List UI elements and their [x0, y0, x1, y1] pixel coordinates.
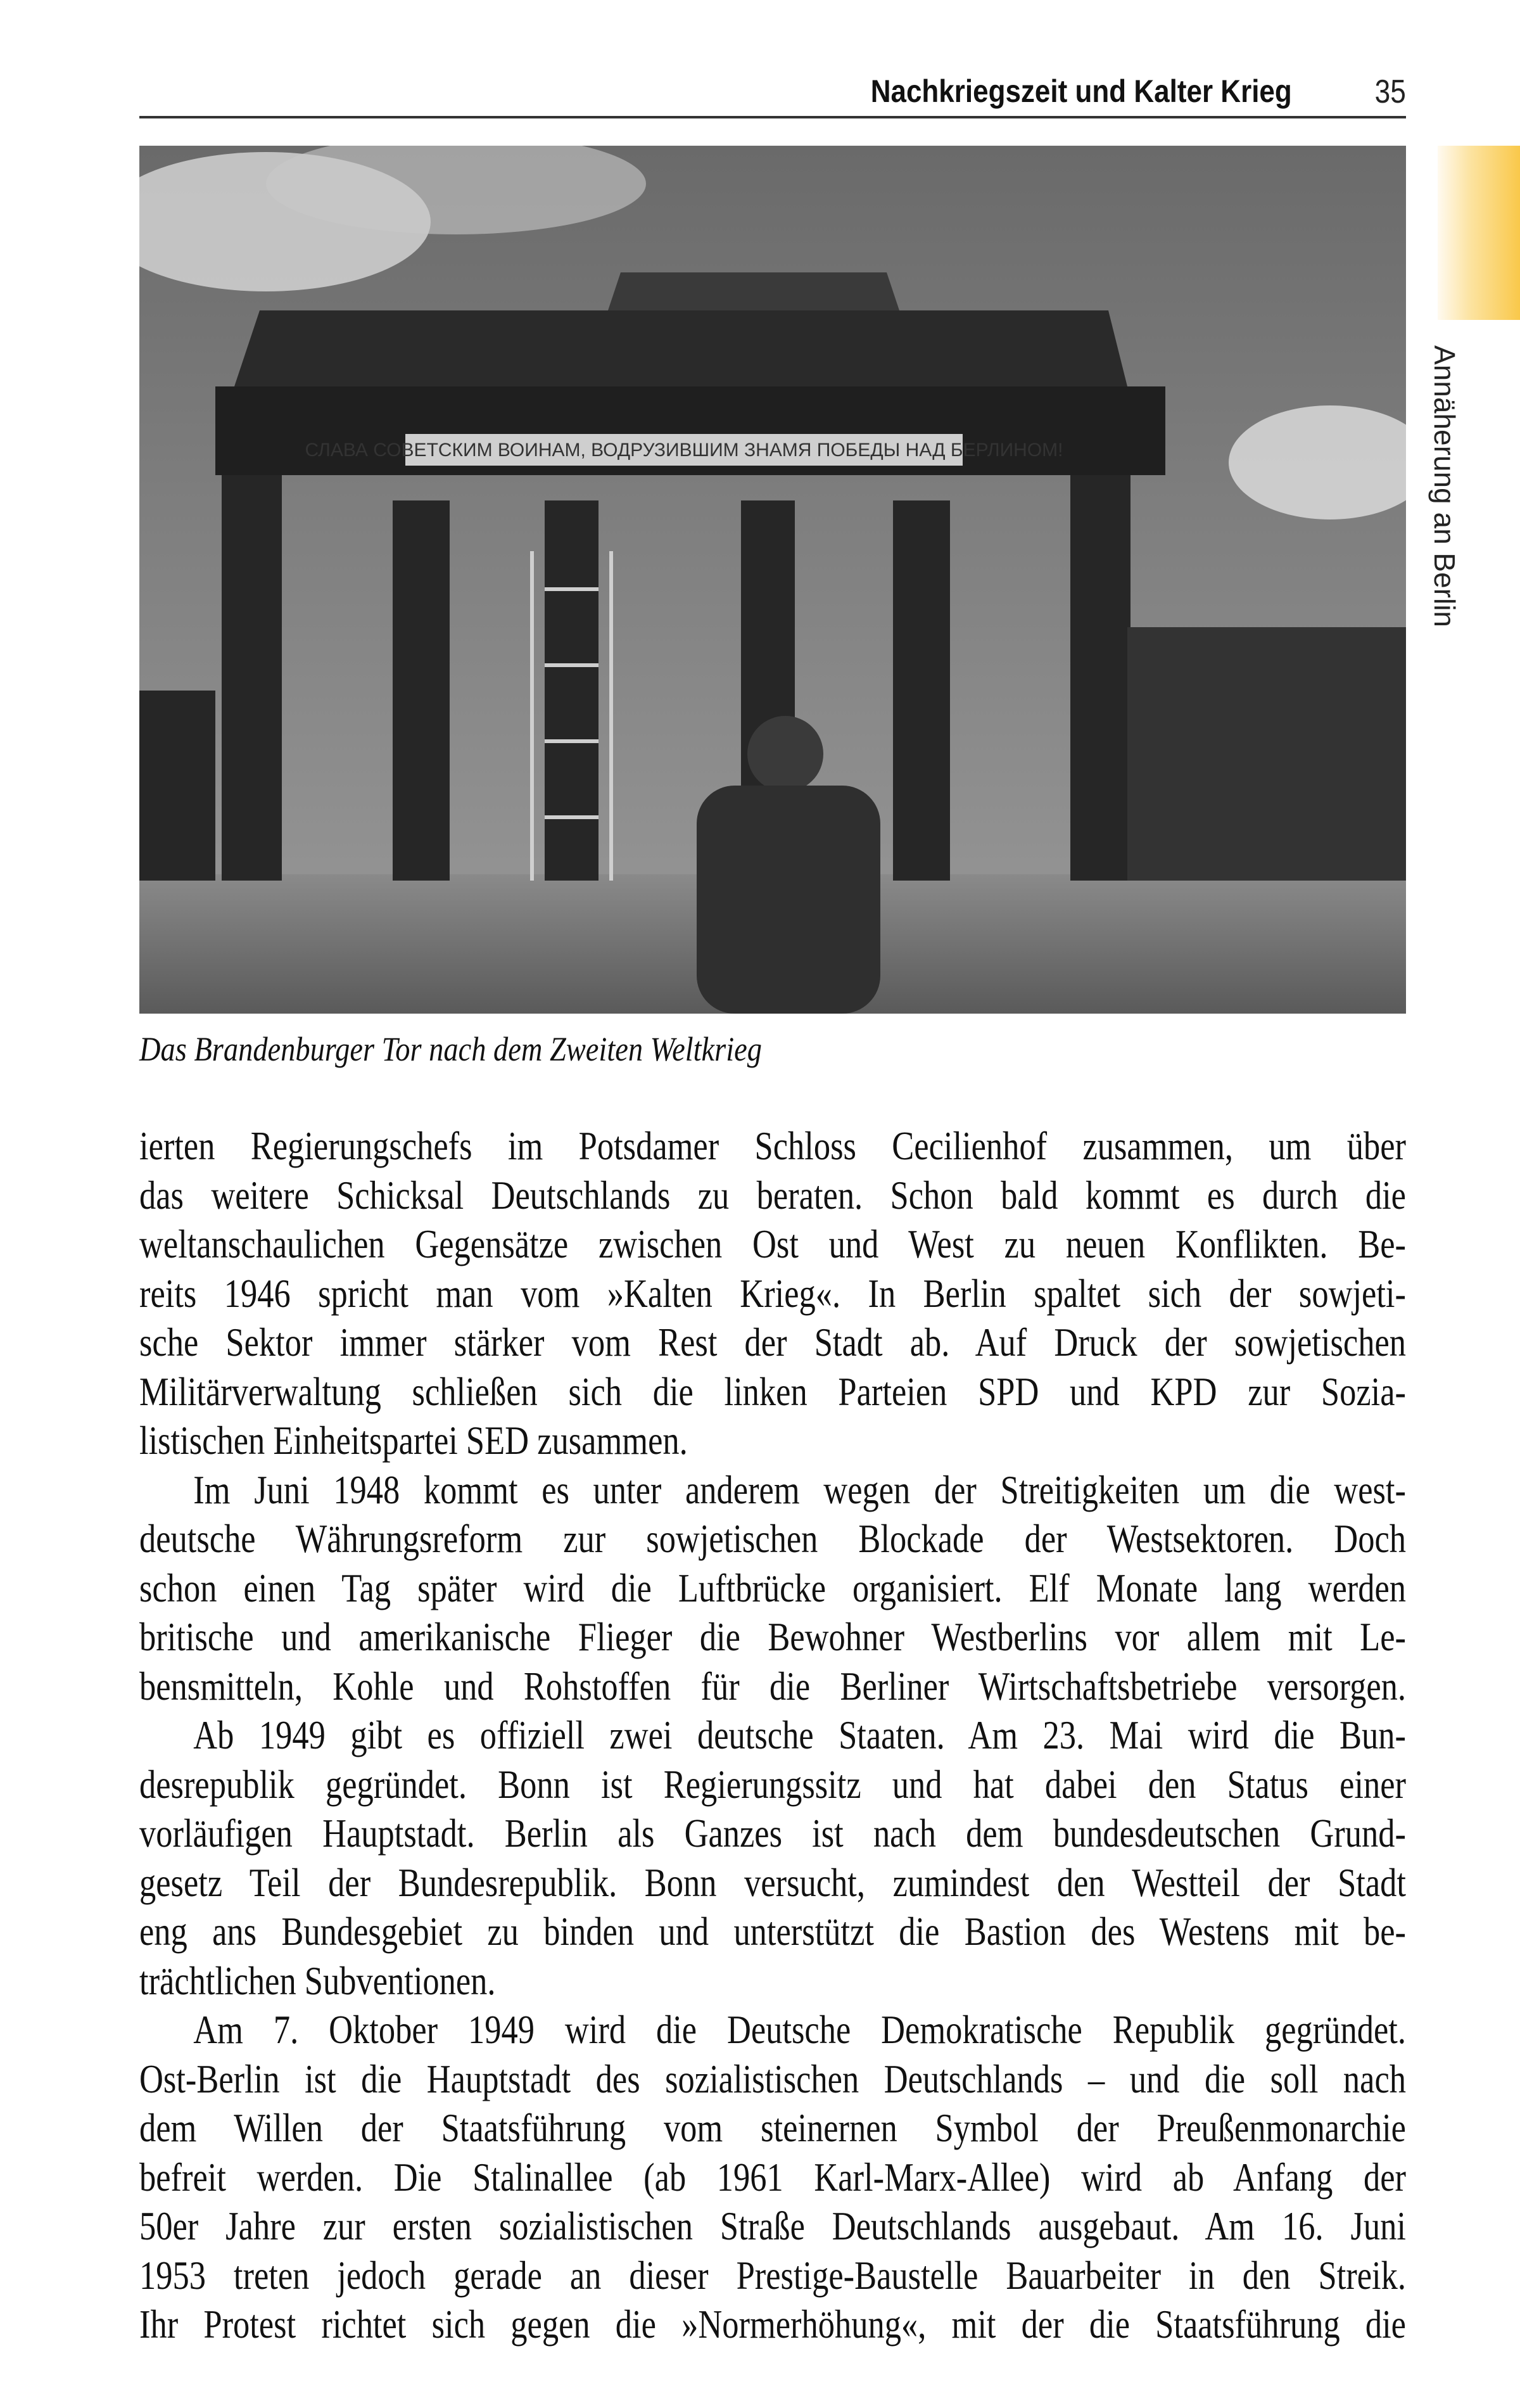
- page-number: 35: [1374, 73, 1406, 110]
- body-line: vorläufigen Hauptstadt. Berlin als Ganzes ist nach dem bundesdeutschen Grund-: [139, 1811, 1406, 1856]
- body-line: bensmitteln, Kohle und Rohstoffen für die Berliner Wirtschaftsbetriebe versorgen.: [139, 1663, 1406, 1709]
- photo-banner-text: СЛАВА СОВЕТСКИМ ВОИНАМ, ВОДРУЗИВШИМ ЗНАМЯ ПОБЕДЫ НАД БЕРЛИНОМ!: [305, 440, 1063, 461]
- section-side-label: [1424, 345, 1462, 700]
- body-line: britische und amerikanische Flieger die Bewohner Westberlins vor allem mit Le-: [139, 1614, 1406, 1659]
- chapter-title: Nachkriegszeit und Kalter Krieg: [870, 73, 1292, 109]
- running-header: [139, 73, 1406, 118]
- body-line: gesetz Teil der Bundesrepublik. Bonn versucht, zumindest den Westteil der Stadt: [139, 1859, 1406, 1905]
- body-line: ierten Regierungschefs im Potsdamer Schloss Cecilienhof zusammen, um über: [139, 1123, 1406, 1168]
- body-line: deutsche Währungsreform zur sowjetischen Blockade der Westsektoren. Doch: [139, 1516, 1406, 1561]
- body-line: schon einen Tag später wird die Luftbrücke organisiert. Elf Monate lang werden: [139, 1565, 1406, 1610]
- body-line: desrepublik gegründet. Bonn ist Regierungssitz und hat dabei den Status einer: [139, 1761, 1406, 1807]
- photo-caption: Das Brandenburger Tor nach dem Zweiten Weltkrieg: [139, 1030, 762, 1068]
- body-line: weltanschaulichen Gegensätze zwischen Ost und West zu neuen Konflikten. Be-: [139, 1221, 1406, 1266]
- body-line: Ab 1949 gibt es offiziell zwei deutsche Staaten. Am 23. Mai wird die Bun-: [193, 1712, 1406, 1757]
- body-line: Militärverwaltung schließen sich die linken Parteien SPD und KPD zur Sozia-: [139, 1368, 1406, 1414]
- body-line: Am 7. Oktober 1949 wird die Deutsche Demokratische Republik gegründet.: [193, 2007, 1406, 2052]
- body-line: listischen Einheitspartei SED zusammen.: [139, 1418, 688, 1463]
- body-line: dem Willen der Staatsführung vom steinernen Symbol der Preußenmonarchie: [139, 2105, 1406, 2150]
- body-line: Im Juni 1948 kommt es unter anderem wegen der Streitigkeiten um die west-: [193, 1467, 1406, 1512]
- section-side-label-text: Annäherung an Berlin: [1428, 345, 1461, 627]
- body-line: reits 1946 spricht man vom »Kalten Krieg«. In Berlin spaltet sich der sowjeti-: [139, 1270, 1406, 1316]
- body-line: befreit werden. Die Stalinallee (ab 1961 Karl-Marx-Allee) wird ab Anfang der: [139, 2154, 1406, 2200]
- body-line: 1953 treten jedoch gerade an dieser Prestige-Baustelle Bauarbeiter in den Streik.: [139, 2252, 1406, 2298]
- body-line: sche Sektor immer stärker vom Rest der Stadt ab. Auf Druck der sowjetischen: [139, 1320, 1406, 1365]
- body-line: 50er Jahre zur ersten sozialistischen Straße Deutschlands ausgebaut. Am 16. Juni: [139, 2203, 1406, 2248]
- brandenburg-gate-photo: [139, 146, 1406, 1014]
- body-line: Ost-Berlin ist die Hauptstadt des sozialistischen Deutschlands – und die soll nach: [139, 2056, 1406, 2101]
- body-line: eng ans Bundesgebiet zu binden und unterstützt die Bastion des Westens mit be-: [139, 1909, 1406, 1954]
- body-line: das weitere Schicksal Deutschlands zu beraten. Schon bald kommt es durch die: [139, 1172, 1406, 1218]
- body-text: [139, 1121, 1406, 2349]
- body-line: Ihr Protest richtet sich gegen die »Normerhöhung«, mit der die Staatsführung die: [139, 2302, 1406, 2347]
- photo-illustration: [139, 146, 1406, 1014]
- body-line: trächtlichen Subventionen.: [139, 1958, 496, 2003]
- section-tab-marker: [1438, 146, 1520, 320]
